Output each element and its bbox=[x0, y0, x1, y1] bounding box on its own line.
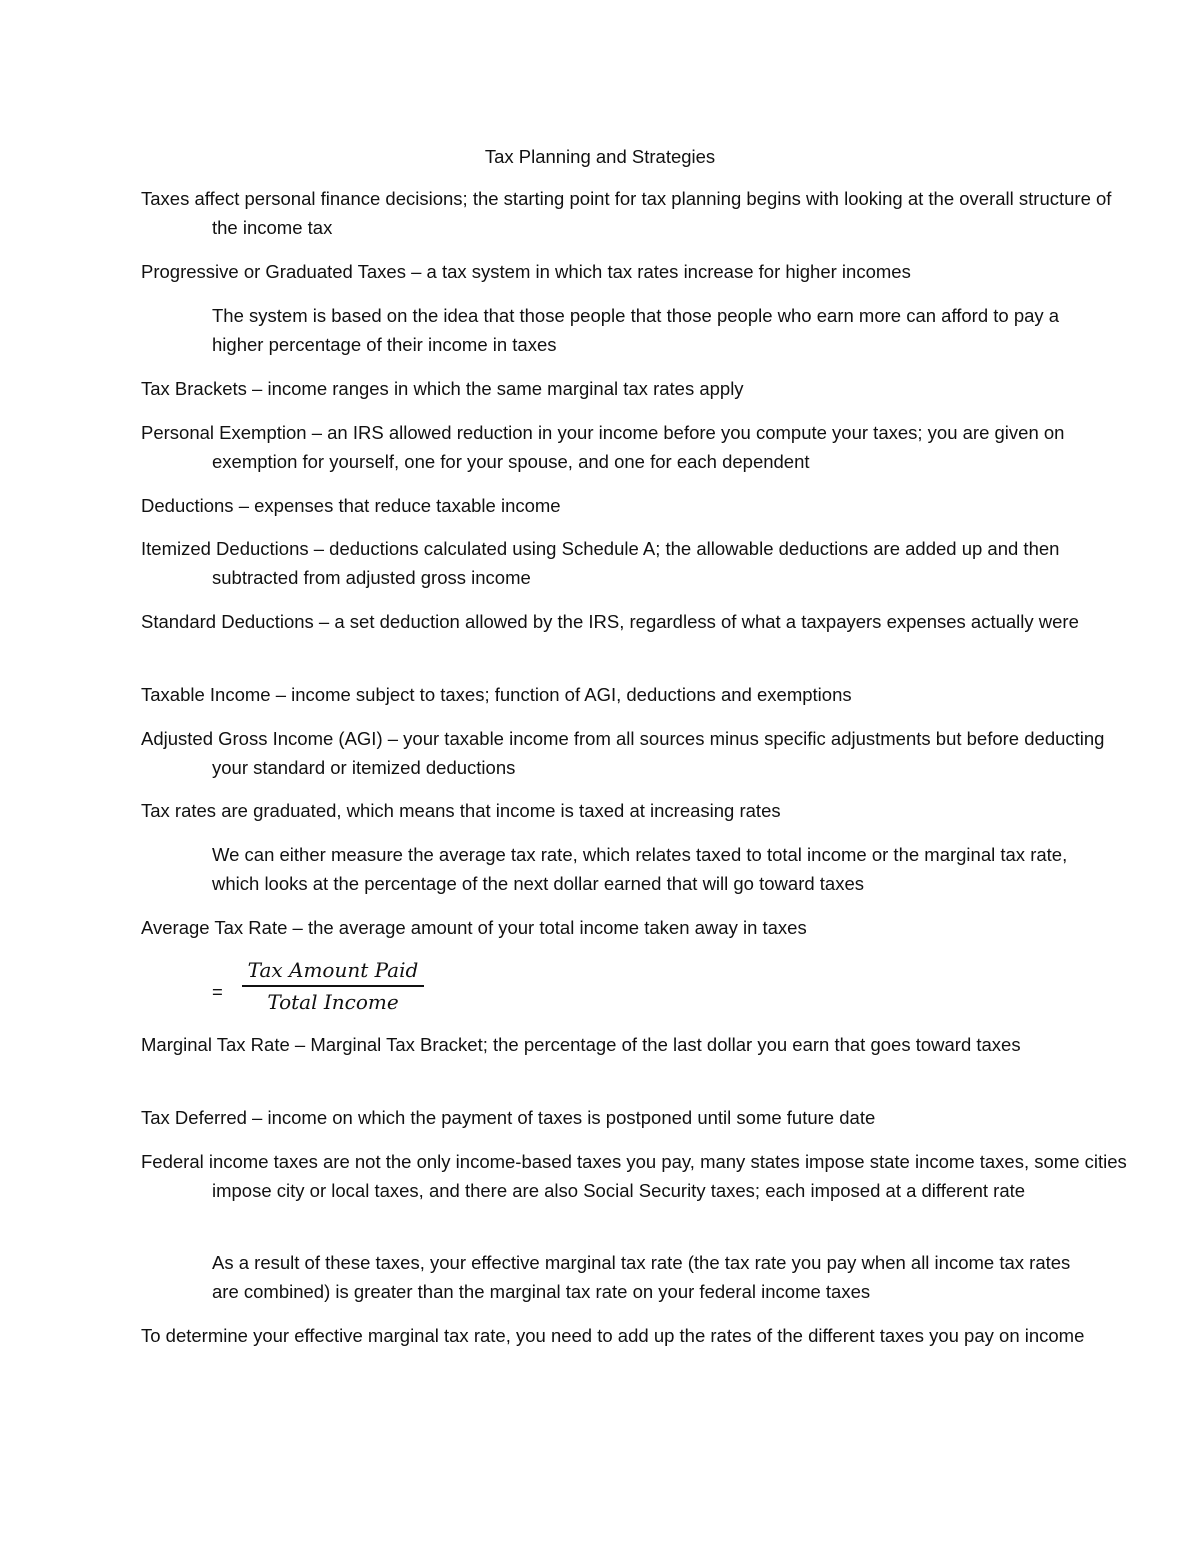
paragraph-personal-exemption: Personal Exemption – an IRS allowed reduction in your income before you compute your taxes; you are given on exemption for yourself, one for your spouse, and one for each dependent bbox=[141, 422, 1065, 472]
paragraph-effective-marginal-rate: As a result of these taxes, your effective marginal tax rate (the tax rate you pay when all income tax rates are combined) is greater than the marginal tax rate on your federal income taxes bbox=[212, 1252, 1071, 1302]
average-tax-rate-formula bbox=[212, 955, 472, 1025]
formula-denominator: Total Income bbox=[267, 990, 399, 1014]
formula-equals-sign: = bbox=[212, 981, 223, 1002]
page-title: Tax Planning and Strategies bbox=[484, 146, 716, 167]
paragraph-taxable-income: Taxable Income – income subject to taxes; function of AGI, deductions and exemptions bbox=[141, 684, 852, 705]
paragraph-standard-deductions: Standard Deductions – a set deduction allowed by the IRS, regardless of what a taxpayers expenses actually were bbox=[141, 611, 1079, 632]
paragraph-determine-effective-rate: To determine your effective marginal tax rate, you need to add up the rates of the different taxes you pay on income bbox=[141, 1325, 1085, 1346]
paragraph-progressive-explanation: The system is based on the idea that those people that those people who earn more can afford to pay a higher percentage of their income in taxes bbox=[212, 305, 1060, 355]
paragraph-tax-deferred: Tax Deferred – income on which the payment of taxes is postponed until some future date bbox=[141, 1107, 876, 1128]
paragraph-other-income-taxes: Federal income taxes are not the only income-based taxes you pay, many states impose state income taxes, some cities impose city or local taxes, and there are also Social Security taxes; each imposed at a different rate bbox=[141, 1151, 1127, 1201]
paragraph-progressive-taxes: Progressive or Graduated Taxes – a tax system in which tax rates increase for higher incomes bbox=[141, 261, 911, 282]
paragraph-deductions: Deductions – expenses that reduce taxable income bbox=[141, 495, 561, 516]
paragraph-graduated-rates: Tax rates are graduated, which means that income is taxed at increasing rates bbox=[141, 800, 781, 821]
paragraph-average-tax-rate: Average Tax Rate – the average amount of your total income taken away in taxes bbox=[141, 917, 807, 938]
formula-fraction bbox=[242, 955, 424, 1017]
paragraph-marginal-tax-rate: Marginal Tax Rate – Marginal Tax Bracket; the percentage of the last dollar you earn that goes toward taxes bbox=[141, 1034, 1021, 1055]
paragraph-itemized-deductions: Itemized Deductions – deductions calculated using Schedule A; the allowable deductions are added up and then subtracted from adjusted gross income bbox=[141, 538, 1060, 588]
paragraph-agi: Adjusted Gross Income (AGI) – your taxable income from all sources minus specific adjustments but before deducting your standard or itemized deductions bbox=[141, 728, 1105, 778]
paragraph-average-vs-marginal: We can either measure the average tax rate, which relates taxed to total income or the marginal tax rate, which looks at the percentage of the next dollar earned that will go toward taxes bbox=[212, 844, 1068, 894]
paragraph-tax-brackets: Tax Brackets – income ranges in which the same marginal tax rates apply bbox=[141, 378, 744, 399]
paragraph-intro: Taxes affect personal finance decisions; the starting point for tax planning begins with looking at the overall structure of the income tax bbox=[141, 188, 1112, 238]
formula-numerator: Tax Amount Paid bbox=[242, 955, 424, 987]
